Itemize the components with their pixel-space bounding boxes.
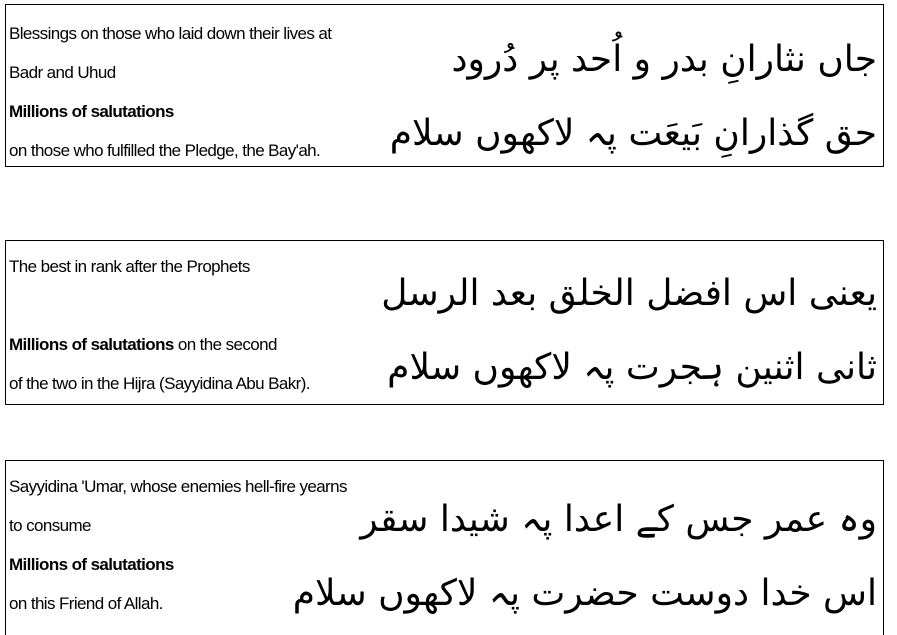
urdu-line: وہ عمر جس کے اعدا پہ شیدا سقر	[360, 499, 877, 540]
urdu-line: ثانی اثنین ہجرت پہ لاکھوں سلام	[387, 347, 877, 388]
english-line: on this Friend of Allah.	[9, 594, 163, 613]
english-line: to consume	[9, 516, 91, 535]
urdu-line: یعنی اس افضل الخلق بعد الرسل	[381, 273, 877, 314]
english-line: Blessings on those who laid down their lives at	[9, 24, 332, 43]
english-line: Badr and Uhud	[9, 63, 116, 82]
english-line: of the two in the Hijra (Sayyidina Abu Bakr).	[9, 374, 310, 393]
urdu-verse	[292, 475, 877, 623]
salutation-heading: Millions of salutations	[9, 335, 174, 354]
stanza-box-1	[5, 4, 884, 167]
urdu-line: اس خدا دوست حضرت پہ لاکھوں سلام	[292, 573, 877, 614]
urdu-verse	[381, 249, 877, 397]
english-translation	[9, 14, 439, 170]
english-line: The best in rank after the Prophets	[9, 257, 250, 276]
urdu-line: حق گذارانِ بَیعَت پہ لاکھوں سلام	[389, 113, 877, 154]
salutation-heading: Millions of salutations	[9, 555, 174, 574]
english-line: Sayyidina 'Umar, whose enemies hell-fire yearns	[9, 477, 347, 496]
urdu-verse	[389, 15, 877, 163]
english-line	[9, 325, 439, 364]
stanza-box-3	[5, 460, 884, 635]
urdu-line: جاں نثارانِ بدر و اُحد پر دُرود	[451, 39, 877, 80]
spacer	[9, 286, 439, 325]
salutation-heading: Millions of salutations	[9, 102, 174, 121]
stanza-box-2	[5, 240, 884, 405]
english-line: on those who fulfilled the Pledge, the Bay'ah.	[9, 141, 321, 160]
english-line-rest: on the second	[173, 335, 277, 354]
english-translation	[9, 247, 439, 403]
